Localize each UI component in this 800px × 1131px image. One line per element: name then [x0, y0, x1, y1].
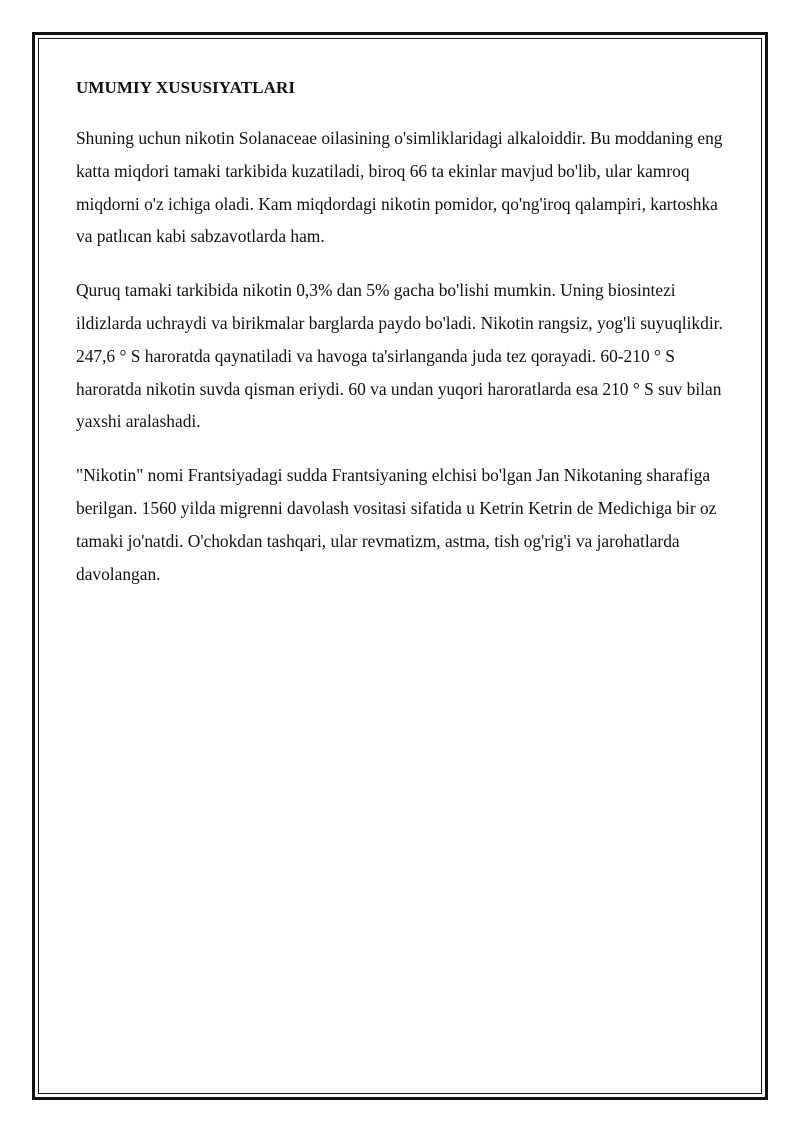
document-heading: UMUMIY XUSUSIYATLARI [76, 78, 296, 97]
document-body [76, 74, 724, 611]
paragraph-3: "Nikotin" nomi Frantsiyadagi sudda Frantsiyaning elchisi bo'lgan Jan Nikotaning sharafiga berilgan. 1560 yilda migrenni davolash vositasi sifatida u Ketrin Ketrin de Medichiga bir oz tamaki jo'natdi. O'chokdan tashqari, ular revmatizm, astma, tish og'rig'i va jarohatlarda davolangan. [76, 465, 717, 584]
paragraph-2: Quruq tamaki tarkibida nikotin 0,3% dan 5% gacha bo'lishi mumkin. Uning biosintezi ildizlarda uchraydi va birikmalar barglarda paydo bo'ladi. Nikotin rangsiz, yog'li suyuqlikdir. 247,6 ° S haroratda qaynatiladi va havoga ta'sirlanganda juda tez qorayadi. 60-210 ° S haroratda nikotin suvda qisman eriydi. 60 va undan yuqori haroratlarda esa 210 ° S suv bilan yaxshi aralashadi. [76, 280, 723, 432]
paragraph-1: Shuning uchun nikotin Solanaceae oilasining o'simliklaridagi alkaloiddir. Bu moddaning eng katta miqdori tamaki tarkibida kuzatiladi, biroq 66 ta ekinlar mavjud bo'lib, ular kamroq miqdorni o'z ichiga oladi. Kam miqdordagi nikotin pomidor, qo'ng'iroq qalampiri, kartoshka va patlıcan kabi sabzavotlarda ham. [76, 128, 723, 247]
